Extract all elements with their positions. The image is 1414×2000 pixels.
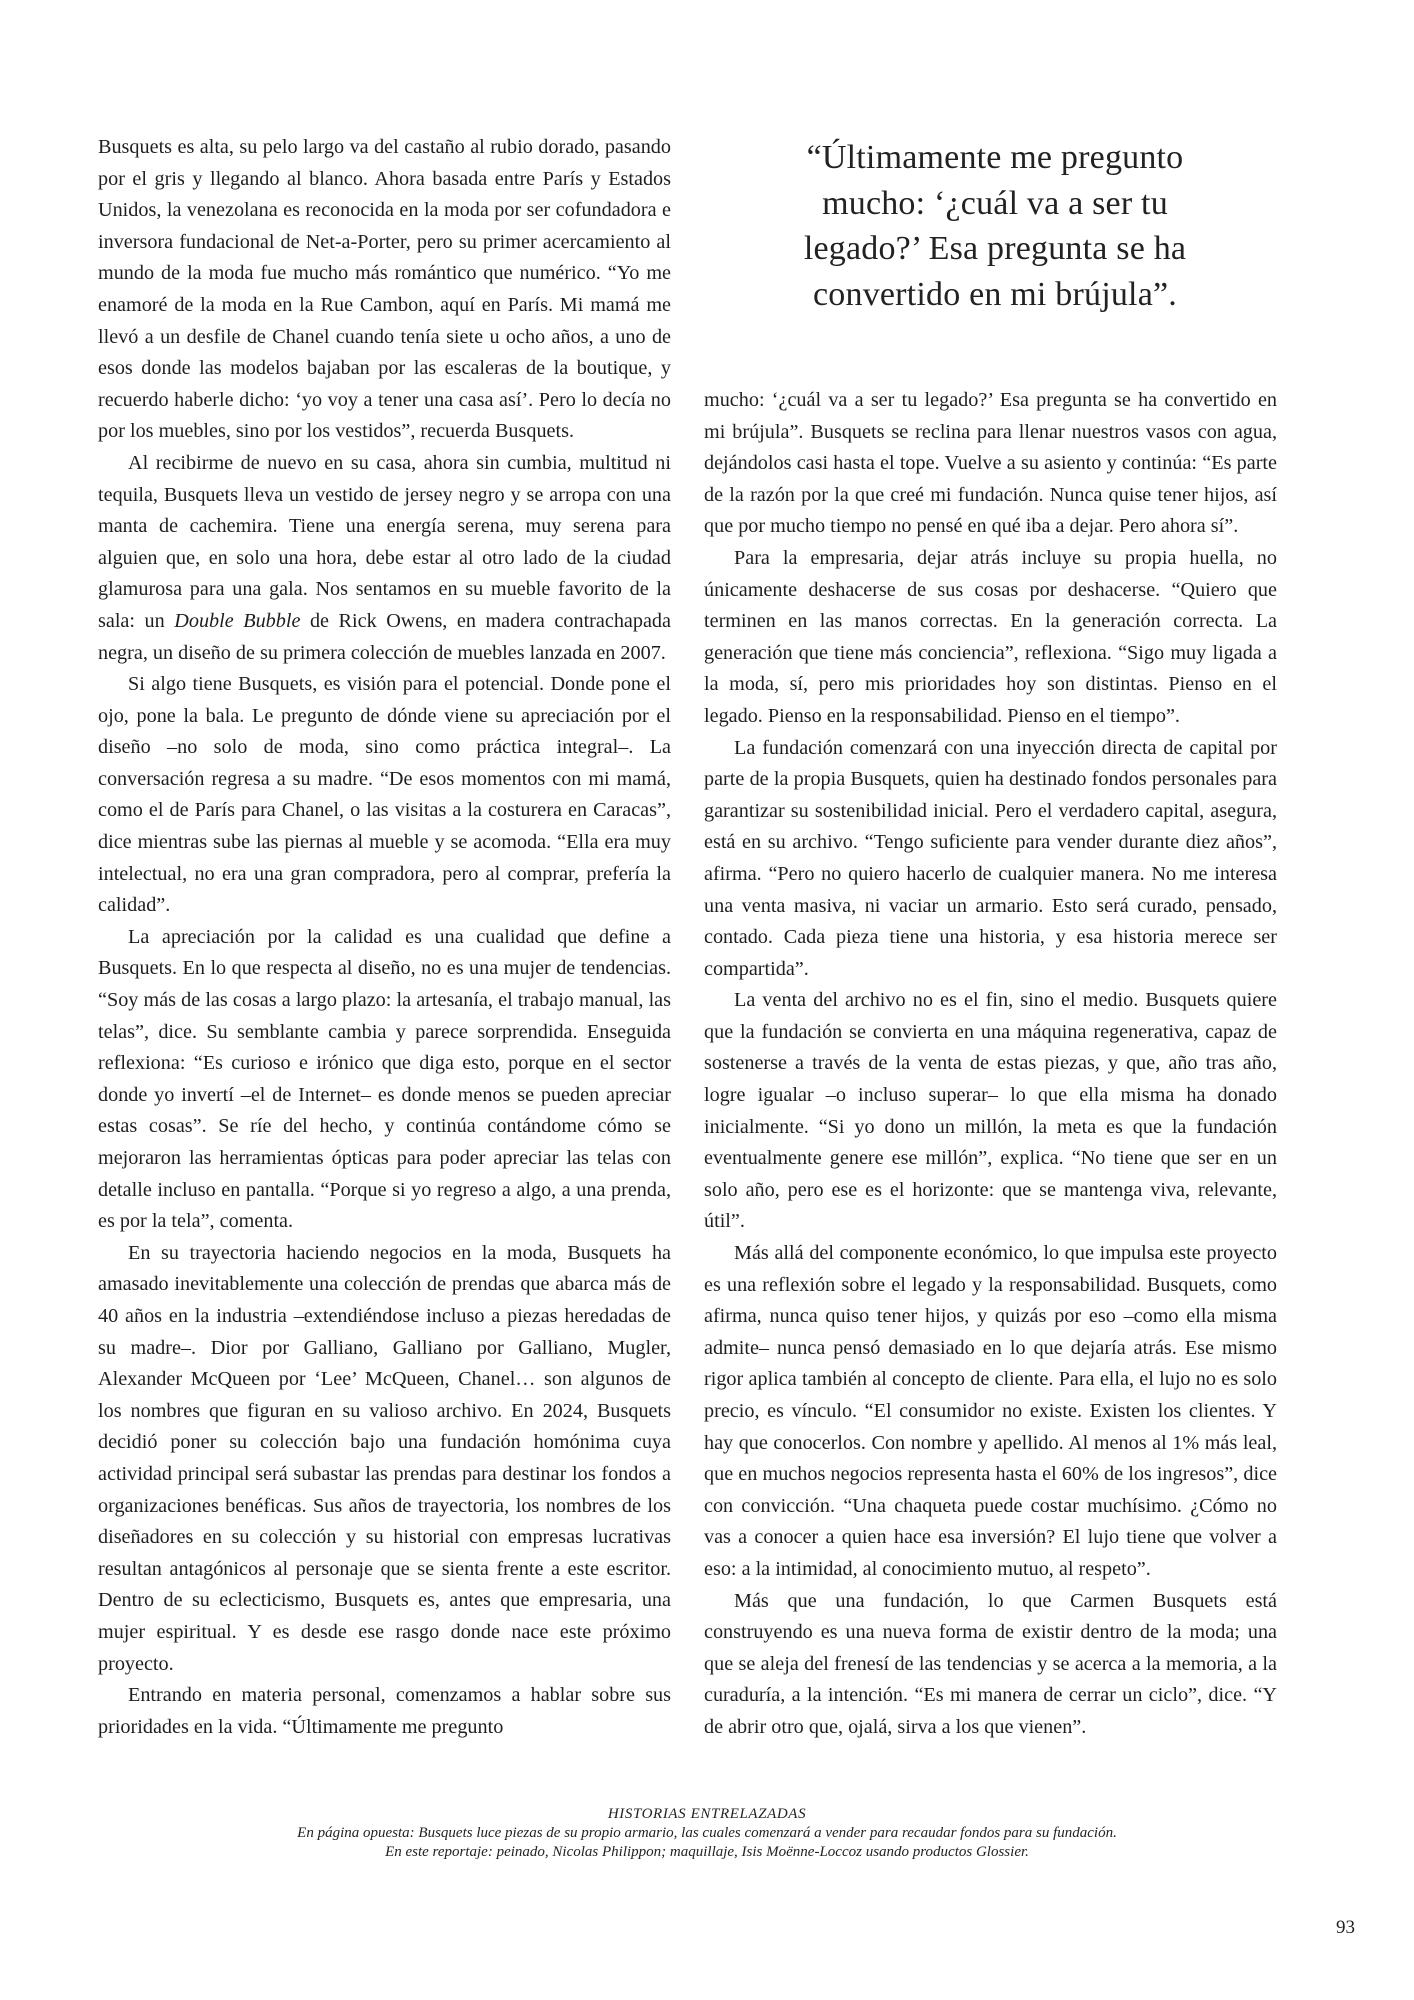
paragraph: Más que una fundación, lo que Carmen Busquets está construyendo es una nueva forma de existir dentro de la moda; una que se aleja del frenesí de las tendencias y se acerca a la memoria, a la curaduría, a la intención. “Es mi manera de cerrar un ciclo”, dice. “Y de abrir otro que, ojalá, sirva a los que vienen”. [704, 1589, 1277, 1738]
furniture-name: Double Bubble [174, 609, 301, 632]
pull-quote: “Últimamente me pregunto mucho: ‘¿cuál va a ser tu legado?’ Esa pregunta se ha convertido en mi brújula”. [803, 139, 1187, 313]
paragraph: Si algo tiene Busquets, es visión para el potencial. Donde pone el ojo, pone la bala. Le pregunto de dónde viene su apreciación por el diseño –no solo de moda, sino como práctica integral–. La conversación regresa a su madre. “De esos momentos con mi mamá, como el de París para Chanel, o las visitas a la costurera en Caracas”, dice mientras sube las piernas al mueble y se acomoda. “Ella era muy intelectual, no era una gran compradora, pero al comprar, prefería la calidad”. [98, 673, 671, 917]
paragraph: Más allá del componente económico, lo que impulsa este proyecto es una reflexión sobre el legado y la responsabilidad. Busquets, como afirma, nunca quiso tener hijos, y quizás por eso –como ella misma admite– nunca pensó demasiado en lo que dejaría atrás. Ese mismo rigor aplica también al concepto de cliente. Para ella, el lujo no es solo precio, es vínculo. “El consumidor no existe. Existen los clientes. Y hay que conocerlos. Con nombre y apellido. Al menos al 1% más leal, que en muchos negocios representa hasta el 60% de los ingresos”, dice con convicción. “Una chaqueta puede costar muchísimo. ¿Cómo no vas a conocer a quien hace esa inversión? El lujo tiene que volver a eso: a la intimidad, al conocimiento mutuo, al respeto”. [704, 1242, 1277, 1580]
paragraph: Entrando en materia personal, comenzamos a hablar sobre sus prioridades en la vida. “Últimamente me pregunto [98, 1684, 671, 1738]
photo-caption [80, 1805, 1334, 1862]
paragraph: La apreciación por la calidad es una cualidad que define a Busquets. En lo que respecta al diseño, no es una mujer de tendencias. “Soy más de las cosas a largo plazo: la artesanía, el trabajo manual, las telas”, dice. Su semblante cambia y parece sorprendida. Enseguida reflexiona: “Es curioso e irónico que diga esto, porque en el sector donde yo invertí –el de Internet– es donde menos se pueden apreciar estas cosas”. Se ríe del hecho, y continúa contándome cómo se mejoraron las herramientas ópticas para poder apreciar las telas con detalle incluso en pantalla. “Porque si yo regreso a algo, a una prenda, es por la tela”, comenta. [98, 925, 671, 1233]
page-number: 93 [1336, 1917, 1355, 1938]
caption-line: En este reportaje: peinado, Nicolas Philippon; maquillaje, Isis Moënne-Loccoz usando productos Glossier. [385, 1844, 1029, 1860]
paragraph: mucho: ‘¿cuál va a ser tu legado?’ Esa pregunta se ha convertido en mi brújula”. Busquets se reclina para llenar nuestros vasos con agua, dejándolos casi hasta el tope. Vuelve a su asiento y continúa: “Es parte de la razón por la que creé mi fundación. Nunca quise tener hijos, así que por mucho tiempo no pensé en qué iba a dejar. Pero ahora sí”. [704, 389, 1277, 538]
paragraph [98, 448, 671, 669]
paragraph: Para la empresaria, dejar atrás incluye su propia huella, no únicamente deshacerse de sus cosas por deshacerse. “Quiero que terminen en las manos correctas. En la generación correcta. La generación que tiene más conciencia”, reflexiona. “Sigo muy ligada a la moda, sí, pero mis prioridades hoy son distintas. Pienso en el legado. Pienso en la responsabilidad. Pienso en el tiempo”. [704, 546, 1277, 727]
caption-line: En página opuesta: Busquets luce piezas de su propio armario, las cuales comenzará a vender para recaudar fondos para su fundación. [297, 1825, 1117, 1841]
paragraph-text: de Rick Owens, en madera contrachapada negra, un diseño de su primera colección de muebles lanzada en 2007. [98, 609, 671, 664]
paragraph: Busquets es alta, su pelo largo va del castaño al rubio dorado, pasando por el gris y llegando al blanco. Ahora basada entre París y Estados Unidos, la venezolana es reconocida en la moda por ser cofundadora e inversora fundacional de Net-a-Porter, pero su primer acercamiento al mundo de la moda fue mucho más romántico que numérico. “Yo me enamoré de la moda en la Rue Cambon, aquí en París. Mi mamá me llevó a un desfile de Chanel cuando tenía siete u ocho años, a uno de esos donde las modelos bajaban por las escaleras de la boutique, y recuerdo haberle dicho: ‘yo voy a tener una casa así’. Pero lo decía no por los muebles, sino por los vestidos”, recuerda Busquets. [98, 136, 671, 443]
paragraph: En su trayectoria haciendo negocios en la moda, Busquets ha amasado inevitablemente una colección de prendas que abarca más de 40 años en la industria –extendiéndose incluso a piezas heredadas de su madre–. Dior por Galliano, Galliano por Galliano, Mugler, Alexander McQueen por ‘Lee’ McQueen, Chanel… son algunos de los nombres que figuran en su valioso archivo. En 2024, Busquets decidió poner su colección bajo una fundación homónima cuya actividad principal será subastar las prendas para destinar los fondos a organizaciones benéficas. Sus años de trayectoria, los nombres de los diseñadores en su colección y su historial con empresas lucrativas resultan antagónicos al personaje que se sienta frente a este escritor. Dentro de su eclecticismo, Busquets es, antes que empresaria, una mujer espiritual. Y es desde ese rasgo donde nace este próximo proyecto. [98, 1241, 671, 1675]
paragraph: La fundación comenzará con una inyección directa de capital por parte de la propia Busquets, quien ha destinado fondos personales para garantizar su sostenibilidad inicial. Pero el verdadero capital, asegura, está en su archivo. “Tengo suficiente para vender durante diez años”, afirma. “Pero no quiero hacerlo de cualquier manera. No me interesa una venta masiva, ni vaciar un armario. Esto será curado, pensado, contado. Cada pieza tiene una historia, y esa historia merece ser compartida”. [704, 736, 1277, 980]
article-column-left [98, 132, 671, 1743]
caption-title: HISTORIAS ENTRELAZADAS [607, 1806, 807, 1822]
paragraph-text: Al recibirme de nuevo en su casa, ahora sin cumbia, multitud ni tequila, Busquets lleva un vestido de jersey negro y se arropa con una manta de cachemira. Tiene una energía serena, muy serena para alguien que, en solo una hora, debe estar al otro lado de la ciudad glamurosa para una gala. Nos sentamos en su mueble favorito de la sala: un [98, 451, 671, 632]
paragraph: La venta del archivo no es el fin, sino el medio. Busquets quiere que la fundación se convierta en una máquina regenerativa, capaz de sostenerse a través de la venta de estas piezas, y que, año tras año, logre igualar –o incluso superar– lo que ella misma ha donado inicialmente. “Si yo dono un millón, la meta es que la fundación eventualmente genere ese millón”, explica. “No tiene que ser en un solo año, pero ese es el horizonte: que se mantenga viva, relevante, útil”. [704, 989, 1277, 1233]
article-column-right [704, 385, 1277, 1744]
